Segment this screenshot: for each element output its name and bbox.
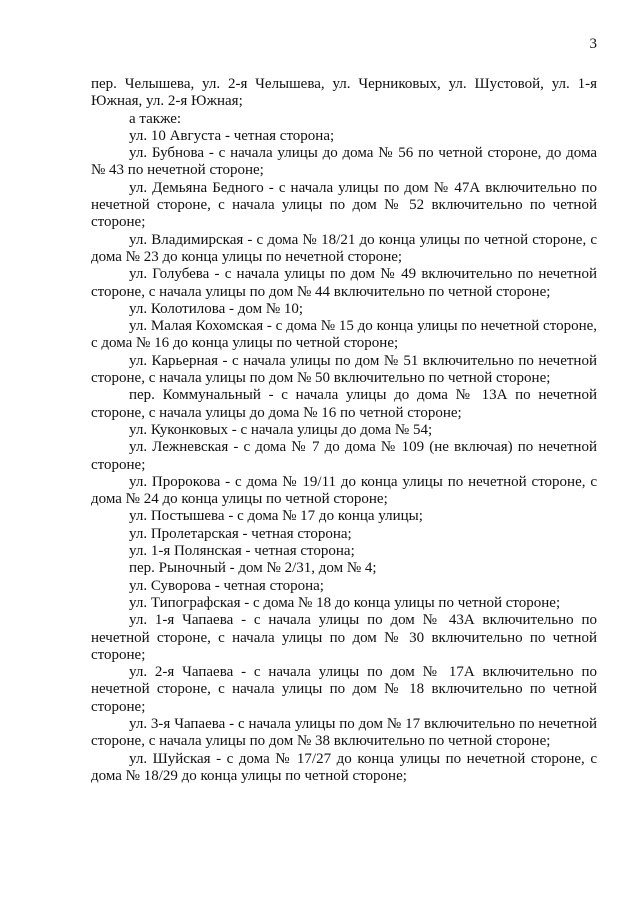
paragraph: ул. Лежневская - с дома № 7 до дома № 109 (не включая) по нечетной стороне; — [91, 439, 597, 473]
paragraph: ул. 1-я Полянская - четная сторона; — [129, 543, 355, 560]
paragraph: ул. Пророкова - с дома № 19/11 до конца улицы по нечетной стороне, с дома № 24 до конца улицы по четной стороне; — [91, 473, 597, 508]
paragraph: ул. Демьяна Бедного - с начала улицы по дом № 47А включительно по нечетной стороне, с начала улицы по дом № 52 включительно по четной стороне; — [91, 179, 597, 231]
document-body — [91, 76, 597, 785]
paragraph: ул. 2-я Чапаева - с начала улицы по дом № 17А включительно по нечетной стороне, с начала улицы по дом № 18 включительно по четной стороне; — [91, 664, 597, 715]
paragraph: ул. Пролетарская - четная сторона; — [129, 525, 352, 542]
page-number: 3 — [589, 36, 597, 52]
paragraph: ул. Постышева - с дома № 17 до конца улицы; — [129, 508, 423, 525]
paragraph: ул. 10 Августа - четная сторона; — [129, 127, 335, 144]
paragraph: ул. Карьерная - с начала улицы по дом № 51 включительно по нечетной стороне, с начала улицы по дом № 50 включительно по четной стороне; — [91, 352, 597, 387]
paragraph: ул. Колотилова - дом № 10; — [129, 300, 304, 317]
paragraph: ул. Бубнова - с начала улицы до дома № 56 по четной стороне, до дома № 43 по нечетной стороне; — [91, 145, 597, 179]
paragraph: ул. Малая Кохомская - с дома № 15 до конца улицы по нечетной стороне, с дома № 16 до конца улицы по четной стороне; — [91, 318, 597, 352]
paragraph: пер. Коммунальный - с начала улицы до дома № 13А по нечетной стороне, с начала улицы до дома № 16 по четной стороне; — [91, 387, 597, 421]
paragraph: ул. 3-я Чапаева - с начала улицы по дом № 17 включительно по нечетной стороне, с начала улицы по дом № 38 включительно по четной стороне; — [91, 715, 597, 750]
paragraph: ул. Владимирская - с дома № 18/21 до конца улицы по четной стороне, с дома № 23 до конца улицы по нечетной стороне; — [91, 231, 597, 265]
paragraph: ул. Голубева - с начала улицы по дом № 49 включительно по нечетной стороне, с начала улицы по дом № 44 включительно по четной стороне; — [91, 266, 597, 300]
paragraph: пер. Челышева, ул. 2-я Челышева, ул. Черниковых, ул. Шустовой, ул. 1-я Южная, ул. 2-я Южная; — [91, 76, 597, 110]
paragraph: ул. Куконковых - с начала улицы до дома № 54; — [129, 421, 433, 438]
paragraph: а также: — [129, 110, 182, 127]
paragraph: ул. Типографская - с дома № 18 до конца улицы по четной стороне; — [129, 594, 561, 611]
paragraph: ул. Шуйская - с дома № 17/27 до конца улицы по нечетной стороне, с дома № 18/29 до конца улицы по четной стороне; — [91, 750, 597, 784]
paragraph: пер. Рыночный - дом № 2/31, дом № 4; — [129, 560, 377, 577]
paragraph: ул. 1-я Чапаева - с начала улицы по дом № 43А включительно по нечетной стороне, с начала улицы по дом № 30 включительно по четной стороне; — [91, 612, 597, 663]
paragraph: ул. Суворова - четная сторона; — [129, 577, 324, 594]
